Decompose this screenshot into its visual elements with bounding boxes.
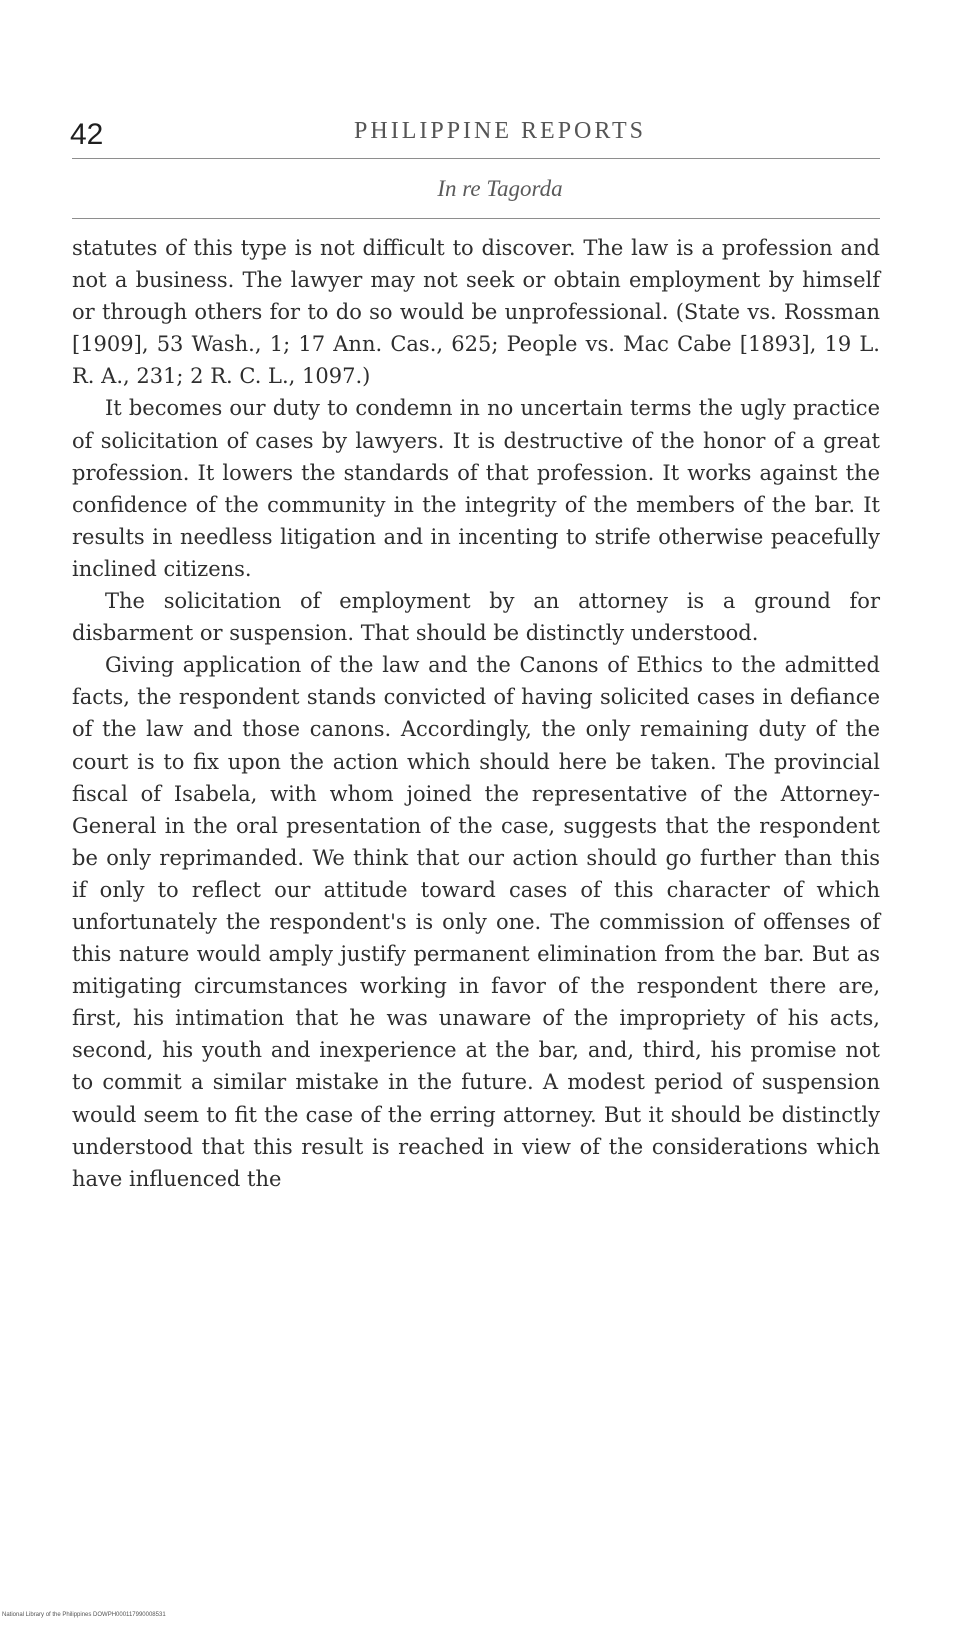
paragraph-continuation: statutes of this type is not difficult to discover. The law is a profession and not a business. The lawyer may not seek or obtain employment by himself or through others for to do so would be unprofessional. (State vs. Rossman [1909], 53 Wash., 1; 17 Ann. Cas., 625; People vs. Mac Cabe [1893], 19 L. R. A., 231; 2 R. C. L., 1097.) [72, 236, 880, 389]
header-rule-top [72, 158, 880, 159]
paragraph-ground-for-disbarment: The solicitation of employment by an attorney is a ground for disbarment or suspension. That should be distinctly understood. [72, 589, 880, 646]
page-number: 42 [70, 118, 104, 151]
case-title: In re Tagorda [437, 176, 563, 201]
body-text [72, 232, 880, 1195]
running-head: PHILIPPINE REPORTS [354, 118, 646, 144]
paragraph-solicitation-condemned: It becomes our duty to condemn in no uncertain terms the ugly practice of solicitation of cases by lawyers. It is destructive of the honor of a great profession. It lowers the standards of that profession. It works against the confidence of the community in the integrity of the members of the bar. It results in needless litigation and in incenting to strife otherwise peacefully inclined citizens. [72, 396, 880, 581]
header-rule-bottom [72, 218, 880, 219]
scan-footer-note: National Library of the Philippines DOWPH000117990008531 [2, 1612, 166, 1618]
paragraph-application-of-law: Giving application of the law and the Canons of Ethics to the admitted facts, the respondent stands convicted of having solicited cases in defiance of the law and those canons. Accordingly, the only remaining duty of the court is to fix upon the action which should here be taken. The provincial fiscal of Isabela, with whom joined the representative of the Attorney-General in the oral presentation of the case, suggests that the respondent be only reprimanded. We think that our action should go further than this if only to reflect our attitude toward cases of this character of which unfortunately the respondent's is only one. The commission of offenses of this nature would amply justify permanent elimination from the bar. But as mitigating circumstances working in favor of the respondent there are, first, his intimation that he was unaware of the impropriety of his acts, second, his youth and inexperience at the bar, and, third, his promise not to commit a similar mistake in the future. A modest period of suspension would seem to fit the case of the erring attorney. But it should be distinctly understood that this result is reached in view of the considerations which have influenced the [72, 653, 880, 1191]
